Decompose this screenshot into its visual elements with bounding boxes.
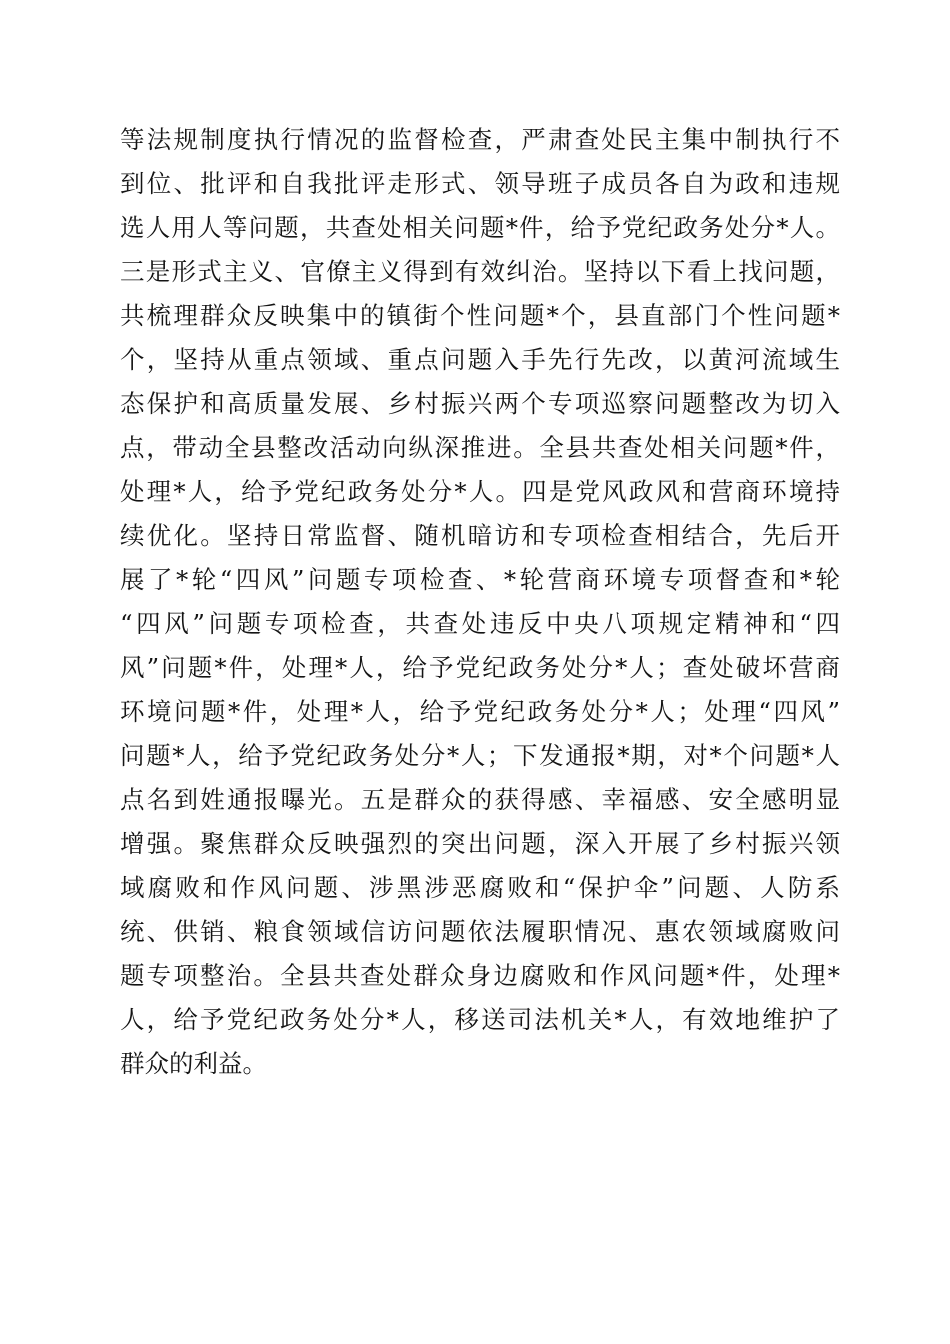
text-line: 人，给予党纪政务处分*人，移送司法机关*人，有效地维护了 xyxy=(120,1005,840,1034)
text-line: 处理*人，给予党纪政务处分*人。四是党风政风和营商环境持 xyxy=(120,477,840,506)
text-line: 态保护和高质量发展、乡村振兴两个专项巡察问题整改为切入 xyxy=(120,389,840,418)
text-line: 增强。聚焦群众反映强烈的突出问题，深入开展了乡村振兴领 xyxy=(120,829,840,858)
text-line: 问题*人，给予党纪政务处分*人；下发通报*期，对*个问题*人 xyxy=(120,741,840,770)
text-line: 统、供销、粮食领域信访问题依法履职情况、惠农领域腐败问 xyxy=(120,917,840,946)
text-line: 点名到姓通报曝光。五是群众的获得感、幸福感、安全感明显 xyxy=(120,785,840,814)
text-line: 风”问题*件，处理*人，给予党纪政务处分*人；查处破坏营商 xyxy=(120,653,840,682)
text-line: 点，带动全县整改活动向纵深推进。全县共查处相关问题*件， xyxy=(120,433,840,462)
text-line: 选人用人等问题，共查处相关问题*件，给予党纪政务处分*人。 xyxy=(120,213,840,242)
text-line-last: 群众的利益。 xyxy=(120,1049,267,1078)
text-line: 环境问题*件，处理*人，给予党纪政务处分*人；处理“四风” xyxy=(120,697,840,726)
text-line: 续优化。坚持日常监督、随机暗访和专项检查相结合，先后开 xyxy=(120,521,840,550)
text-line: 共梳理群众反映集中的镇街个性问题*个，县直部门个性问题* xyxy=(120,301,840,330)
text-line: 个，坚持从重点领域、重点问题入手先行先改，以黄河流域生 xyxy=(120,345,840,374)
text-line: “四风”问题专项检查，共查处违反中央八项规定精神和“四 xyxy=(120,609,840,638)
text-line: 域腐败和作风问题、涉黑涉恶腐败和“保护伞”问题、人防系 xyxy=(120,873,840,902)
text-line: 到位、批评和自我批评走形式、领导班子成员各自为政和违规 xyxy=(120,169,840,198)
text-line: 展了*轮“四风”问题专项检查、*轮营商环境专项督查和*轮 xyxy=(120,565,840,594)
text-line: 等法规制度执行情况的监督检查，严肃查处民主集中制执行不 xyxy=(120,125,840,154)
text-line: 三是形式主义、官僚主义得到有效纠治。坚持以下看上找问题， xyxy=(120,257,840,286)
text-line: 题专项整治。全县共查处群众身边腐败和作风问题*件，处理* xyxy=(120,961,840,990)
body-paragraph xyxy=(120,118,840,1086)
